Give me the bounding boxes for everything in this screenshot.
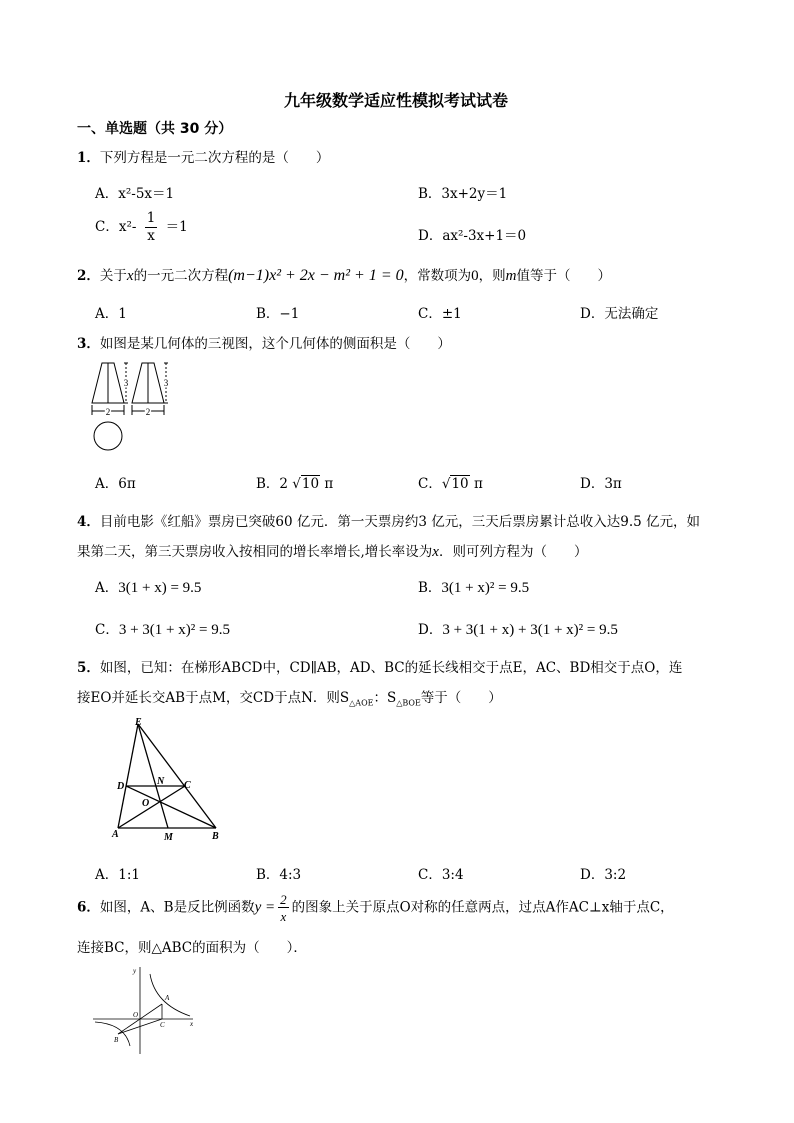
question-number: 1． [77,150,100,166]
option-c-suffix: ＝1 [165,219,188,235]
q2-option-b[interactable]: B．−1 [256,306,300,322]
question-number: 3． [77,336,100,352]
q3-option-a[interactable]: A．6π [95,476,136,492]
point-o-label: O [142,798,150,809]
question-text: 下列方程是一元二次方程的是（ ） [99,150,330,166]
q2-text-5: 值等于（ ） [516,268,611,284]
q2-option-d[interactable]: D．无法确定 [580,306,659,322]
point-e-label: E [135,717,142,728]
trapezoid-figure [110,716,230,846]
point-b-label: B [212,831,219,842]
q5-text-4: 等于（ ） [420,690,502,706]
option-label: C． [95,622,119,638]
x-axis-label: x [190,1020,194,1028]
sqrt-radicand: 10 [451,476,469,492]
q1-option-b[interactable]: B．3x+2y＝1 [418,186,508,202]
q3-option-c[interactable]: C．√10 π [418,476,483,492]
dim-height-label: 3 [163,378,169,388]
question-4-stem-line1 [77,510,700,530]
triangle-boe-sub: △BOE [396,698,421,708]
origin-label: O [133,1011,139,1019]
question-2-stem [77,264,611,285]
question-3-stem [77,332,451,352]
question-number: 2． [77,268,100,284]
hyperbola-branch-q1 [150,974,190,1016]
option-c-prefix: C．x²- [95,219,137,235]
triangle-aoe-sub: △AOE [349,698,374,708]
option-c-suffix: π [473,476,483,492]
sqrt-radicand: 10 [301,476,320,492]
q4-text-1: 目前电影《红船》票房已突破60 亿元．第一天票房约3 亿元，三天后票房累计总收入达9.5 亿元，如 [99,514,701,530]
option-equation: 3 + 3(1 + x)² = 9.5 [118,622,230,638]
option-label: B． [418,580,442,596]
hyperbola-branch-q3 [95,1022,130,1046]
q5-option-a[interactable]: A．1:1 [95,867,140,883]
q2-option-c[interactable]: C．±1 [418,306,462,322]
q2-text-1: 关于 [99,268,127,284]
q6-text-1: 如图，A、B是反比例函数 [99,899,255,916]
point-a-label: A [112,829,119,840]
q4-option-b[interactable] [418,576,529,597]
page-title: 九年级数学适应性模拟考试试卷 [284,91,509,110]
zero-value: 0 [471,268,479,284]
q2-text-3: ，常数项为 [403,268,472,284]
three-view-figure [88,358,178,453]
point-m-label: M [164,832,173,843]
question-text: 如图是某几何体的三视图，这个几何体的侧面积是（ ） [99,336,451,352]
option-equation: 3 + 3(1 + x) + 3(1 + x)² = 9.5 [442,622,618,638]
q3-option-d[interactable]: D．3π [580,476,622,492]
q6-text-2: 的图象上关于原点O对称的任意两点，过点A作AC⊥x轴于点C， [291,899,674,916]
q4-text-3: ．则可列方程为（ ） [438,544,588,560]
question-number: 6． [77,899,100,916]
q5-text-3: ：S [373,690,397,706]
var-x: x [126,268,134,284]
q5-text-1: 如图，已知：在梯形ABCD中，CD∥AB，AD、BC的延长线相交于点E，AC、BD相交于点O，连 [99,660,683,676]
function-fraction: $\frac{2}{x}$ [280,892,287,924]
q5-option-c[interactable]: C．3:4 [418,867,464,883]
q2-text-4: ，则 [478,268,506,284]
dim-width-label: 2 [145,407,151,417]
option-c-prefix: C． [418,476,442,492]
option-b-prefix: B．2 [256,476,289,492]
y-axis-label: y [133,967,137,975]
var-m: m [505,268,517,284]
q2-equation: (m−1)x² + 2x − m² + 1 = 0 [228,267,404,284]
q1-option-d[interactable]: D．ax²-3x+1＝0 [418,228,527,244]
q1-option-a[interactable]: A．x²-5x＝1 [95,186,175,202]
q5-option-b[interactable]: B．4:3 [256,867,302,883]
q4-option-a[interactable] [95,576,201,597]
q4-text-2: 果第二天，第三天票房收入按相同的增长率增长,增长率设为 [77,544,433,560]
question-1-stem [77,146,329,166]
hyperbola-figure [90,962,200,1057]
question-6-stem-line2: 连接BC，则△ABC的面积为（ ）． [77,940,307,956]
question-5-stem-line2 [77,686,502,708]
point-n-label: N [157,776,165,787]
section-heading: 一、单选题（共 30 分） [77,121,233,137]
option-equation: 3(1 + x) = 9.5 [118,580,202,596]
dim-width-label: 2 [105,407,111,417]
q1-option-c[interactable] [95,212,188,243]
q5-text-2: 接EO并延长交AB于点M，交CD于点N．则S [77,690,350,706]
question-number: 4． [77,514,100,530]
var-x: x [432,544,439,560]
option-label: D． [418,622,443,638]
question-number: 5． [77,660,100,676]
question-5-stem-line1 [77,656,682,676]
option-label: A． [95,580,119,596]
q5-option-d[interactable]: D．3:2 [580,867,627,883]
point-a-label: A [165,994,170,1002]
point-c-label: C [160,1021,165,1029]
point-b-label: B [114,1036,119,1044]
point-d-label: D [117,781,125,792]
fraction: $\frac{1}{x}$ [146,210,156,244]
question-4-stem-line2 [77,540,587,561]
dim-height-label: 3 [123,378,129,388]
q4-option-d[interactable] [418,618,618,639]
q4-option-c[interactable] [95,618,230,639]
top-view-circle [94,422,122,450]
q2-text-2: 的一元二次方程 [133,268,229,284]
q3-option-b[interactable]: B．2 √10 π [256,476,334,492]
q2-option-a[interactable]: A．1 [95,306,127,322]
function-lhs: y = [254,899,276,916]
option-b-suffix: π [324,476,334,492]
option-equation: 3(1 + x)² = 9.5 [441,580,530,596]
point-c-label: C [184,780,191,791]
question-6-stem-line1 [77,893,674,923]
